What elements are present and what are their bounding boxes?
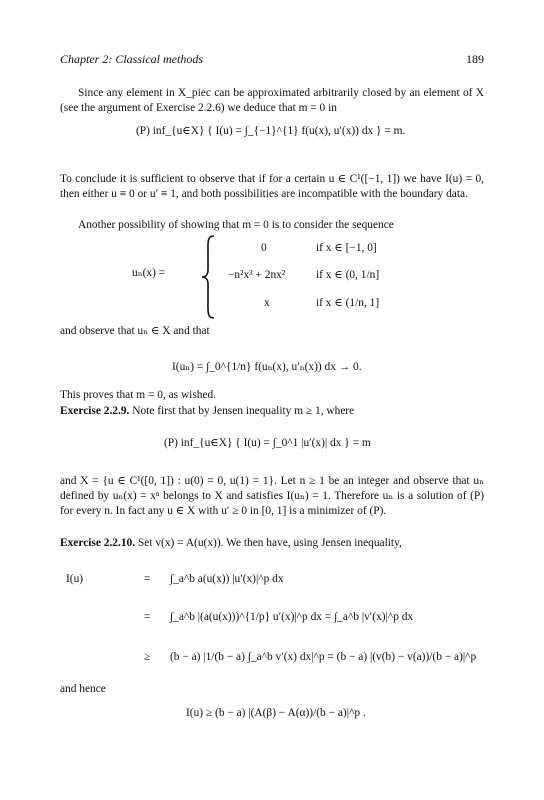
exercise-2-2-9-label: Exercise 2.2.9. [60,405,130,417]
case-3-cond: if x ∈ (1/n, 1] [316,297,380,309]
running-header [60,52,484,68]
equation-4: (P) inf_{u∈X} { I(u) = ∫_0^1 |u′(x)| dx } = m [164,437,371,449]
case-2-cond: if x ∈ (0, 1/n] [316,269,380,281]
eq5-line1-lhs: I(u) [66,573,84,585]
exercise-2-2-10-label: Exercise 2.2.10. [60,537,136,549]
paragraph-2: To conclude it is sufficient to observe that if for a certain u ∈ C¹([−1, 1]) we have I(u) = 0, then either u ≡ 0 or u′ ≡ 1, and both possibilities are incompatible with the boundary data. [60,173,484,201]
case-1-cond: if x ∈ [−1, 0] [316,242,377,254]
eq5-line1-rel: = [144,573,151,585]
case-3-expr: x [264,297,270,309]
equation-6: I(u) ≥ (b − a) |(A(β) − A(α))/(b − a)|^p . [186,707,366,719]
case-2-expr: −n²x³ + 2nx² [228,269,286,281]
equation-2-lhs: uₙ(x) = [132,267,166,279]
equation-3: I(uₙ) = ∫_0^{1/n} f(uₙ(x), u′ₙ(x)) dx → 0. [172,361,362,373]
eq5-line3-rhs: (b − a) |1/(b − a) ∫_a^b v′(x) dx|^p = (b − a) |(v(b) − v(a))/(b − a)|^p [170,651,477,663]
paragraph-4: and observe that uₙ ∈ X and that [60,325,210,337]
equation-1: (P) inf_{u∈X} { I(u) = ∫_{−1}^{1} f(u(x), u′(x)) dx } = m. [136,125,406,137]
eq5-line2-rhs: ∫_a^b |(a(u(x)))^{1/p} u′(x)|^p dx = ∫_a^b |v′(x)|^p dx [170,611,414,623]
paragraph-5: This proves that m = 0, as wished. [60,389,217,401]
exercise-2-2-9 [60,404,484,419]
paragraph-1: Since any element in X_piec can be approximated arbitrarily closed by an element of X (see the argument of Exercise 2.2.6) we deduce that m = 0 in [60,87,484,115]
paragraph-6: and X = {u ∈ C¹([0, 1]) : u(0) = 0, u(1) = 1}. Let n ≥ 1 be an integer and observe that uₙ defined by uₙ(x) = xⁿ belongs to X and satisfies I(uₙ) = 1. Therefore uₙ is a solution of (P) for every n. In fact any u ∈ X with u′ ≥ 0 in [0, 1] is a minimizer of (P). [60,475,484,518]
chapter-title: Chapter 2: Classical methods [60,52,203,66]
eq5-line3-rel: ≥ [144,651,151,663]
case-1-expr: 0 [261,242,267,254]
eq5-line2-rel: = [144,611,151,623]
exercise-2-2-10 [60,536,484,551]
paragraph-7: and hence [60,683,106,695]
exercise-2-2-10-text: Set v(x) = A(u(x)). We then have, using Jensen inequality, [137,537,402,549]
left-brace-icon [200,234,218,320]
page-number: 189 [466,52,484,66]
eq5-line1-rhs: ∫_a^b a(u(x)) |u′(x)|^p dx [170,573,284,585]
paragraph-3: Another possibility of showing that m = 0 is to consider the sequence [78,219,394,231]
exercise-2-2-9-text: Note first that by Jensen inequality m ≥ 1, where [132,405,355,417]
